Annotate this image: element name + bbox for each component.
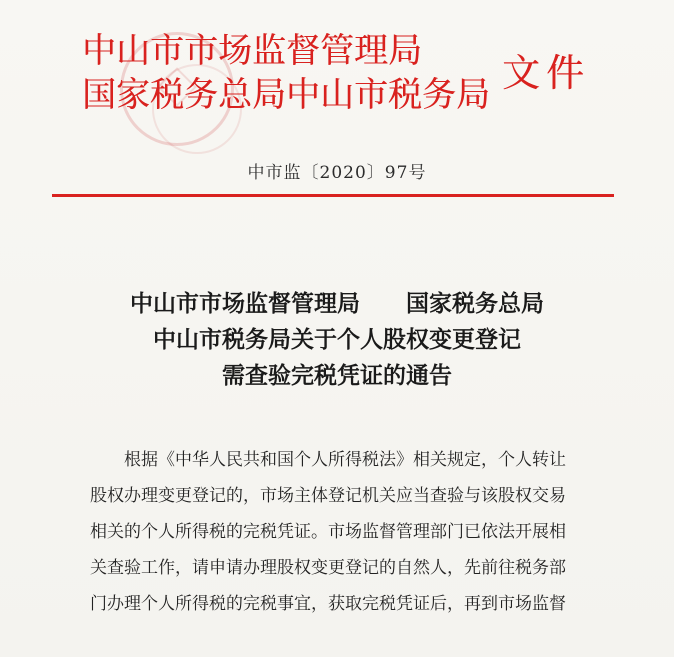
body-line: 根据《中华人民共和国个人所得税法》相关规定，个人转让 [124,450,566,470]
title-line-2: 中山市税务局关于个人股权变更登记 [153,327,521,353]
title-line-1: 中山市市场监督管理局 国家税务总局 [130,291,544,317]
title-line-3: 需查验完税凭证的通告 [222,363,452,389]
issuer-tax-bureau: 国家税务总局中山市税务局 [82,75,490,115]
red-separator-line [52,194,614,197]
issuing-authorities [82,31,490,115]
notice-body [90,442,632,622]
body-line: 相关的个人所得税的完税凭证。市场监督管理部门已依法开展相 [90,522,566,542]
notice-title [0,286,674,394]
body-line: 关查验工作，请申请办理股权变更登记的自然人，先前往税务部 [90,558,566,578]
issuer-market-supervision: 中山市市场监督管理局 [82,31,422,71]
body-line: 股权办理变更登记的，市场主体登记机关应当查验与该股权交易 [90,486,566,506]
document-type-label: 文件 [502,51,591,95]
body-line: 门办理个人所得税的完税事宜，获取完税凭证后，再到市场监督 [90,594,566,614]
document-number: 中市监〔2020〕97号 [247,163,427,183]
